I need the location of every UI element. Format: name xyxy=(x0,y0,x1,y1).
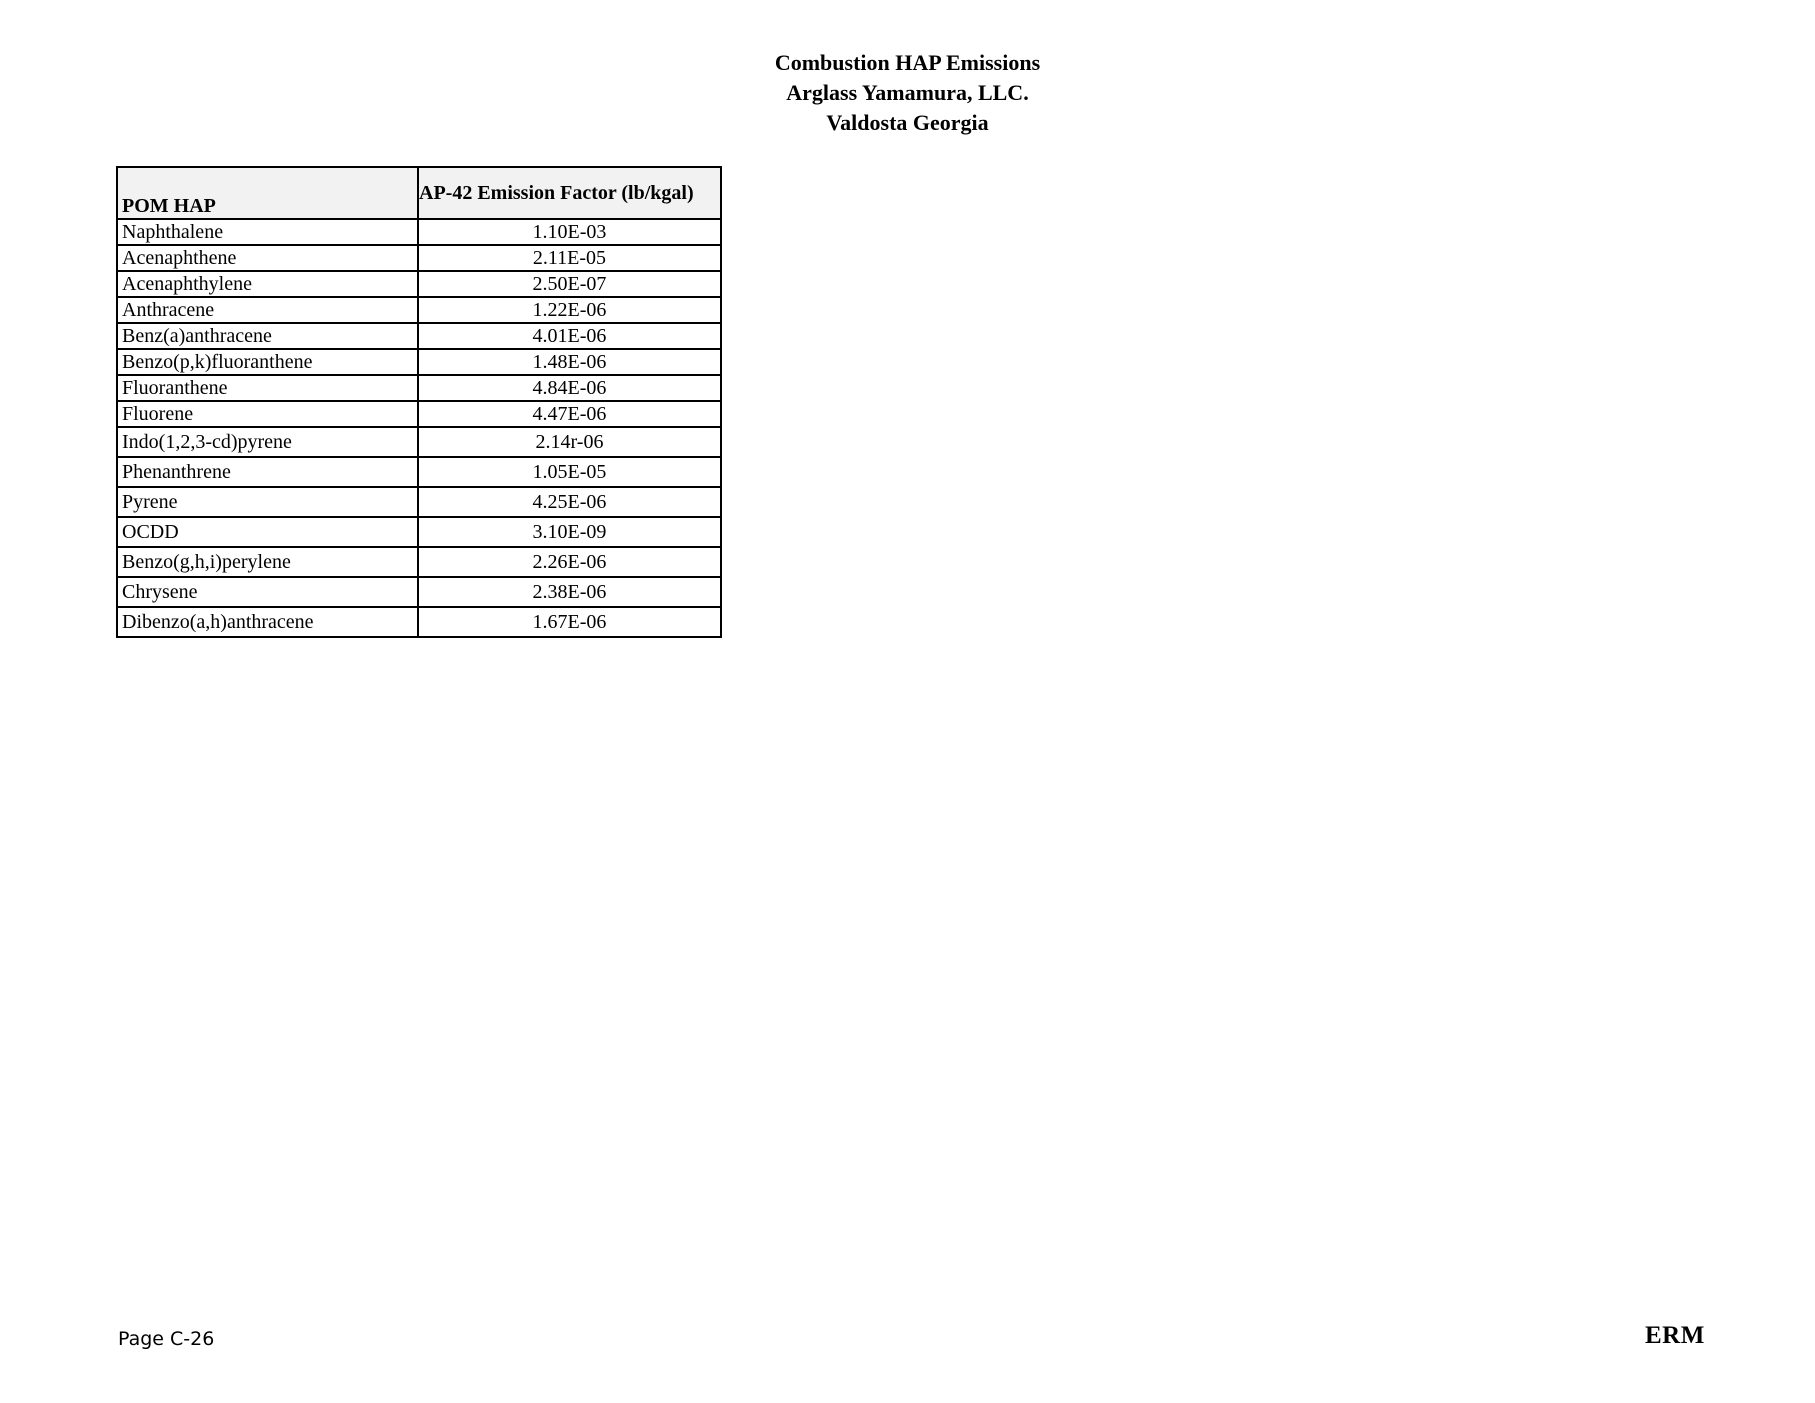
emission-factor-value: 1.67E-06 xyxy=(418,607,721,637)
pollutant-name: Acenaphthylene xyxy=(117,271,418,297)
table-row xyxy=(117,517,721,547)
table-row xyxy=(117,375,721,401)
table-row xyxy=(117,323,721,349)
emission-factor-value: 4.47E-06 xyxy=(418,401,721,427)
pollutant-name: Chrysene xyxy=(117,577,418,607)
column-header-emission-factor: AP-42 Emission Factor (lb/kgal) xyxy=(418,167,721,219)
company-name: Arglass Yamamura, LLC. xyxy=(786,80,1029,105)
table-row xyxy=(117,349,721,375)
table-row xyxy=(117,547,721,577)
pollutant-name: Benzo(g,h,i)perylene xyxy=(117,547,418,577)
table-row xyxy=(117,271,721,297)
emission-factor-value: 1.10E-03 xyxy=(418,219,721,245)
emission-factor-value: 4.84E-06 xyxy=(418,375,721,401)
pollutant-name: Phenanthrene xyxy=(117,457,418,487)
emission-factor-value: 1.48E-06 xyxy=(418,349,721,375)
table-row xyxy=(117,401,721,427)
table-row xyxy=(117,607,721,637)
pollutant-name: Benz(a)anthracene xyxy=(117,323,418,349)
pollutant-name: Fluorene xyxy=(117,401,418,427)
emission-factor-value: 2.50E-07 xyxy=(418,271,721,297)
emission-factor-value: 2.26E-06 xyxy=(418,547,721,577)
pollutant-name: Dibenzo(a,h)anthracene xyxy=(117,607,418,637)
table-row xyxy=(117,427,721,457)
site-location: Valdosta Georgia xyxy=(826,110,989,135)
table-header-row xyxy=(117,167,721,219)
pollutant-name: Pyrene xyxy=(117,487,418,517)
emission-factor-value: 3.10E-09 xyxy=(418,517,721,547)
pollutant-name: Anthracene xyxy=(117,297,418,323)
pollutant-name: Fluoranthene xyxy=(117,375,418,401)
pollutant-name: OCDD xyxy=(117,517,418,547)
emission-factor-value: 2.38E-06 xyxy=(418,577,721,607)
emission-factor-value: 1.05E-05 xyxy=(418,457,721,487)
document-header xyxy=(0,48,1815,138)
emission-factor-value: 4.25E-06 xyxy=(418,487,721,517)
column-header-pom-hap: POM HAP xyxy=(117,167,418,219)
table-row xyxy=(117,245,721,271)
emission-factor-value: 4.01E-06 xyxy=(418,323,721,349)
page-number: Page C-26 xyxy=(118,1328,215,1350)
pollutant-name: Naphthalene xyxy=(117,219,418,245)
table-row xyxy=(117,457,721,487)
erm-logo: ERM xyxy=(1645,1322,1705,1349)
pollutant-name: Acenaphthene xyxy=(117,245,418,271)
pom-hap-table xyxy=(116,166,722,638)
emission-factor-value: 1.22E-06 xyxy=(418,297,721,323)
table-row xyxy=(117,487,721,517)
pollutant-name: Benzo(p,k)fluoranthene xyxy=(117,349,418,375)
table-row xyxy=(117,297,721,323)
emission-factor-value: 2.14r-06 xyxy=(418,427,721,457)
pollutant-name: Indo(1,2,3-cd)pyrene xyxy=(117,427,418,457)
table-row xyxy=(117,219,721,245)
emission-factor-value: 2.11E-05 xyxy=(418,245,721,271)
table-row xyxy=(117,577,721,607)
document-title: Combustion HAP Emissions xyxy=(774,50,1041,75)
